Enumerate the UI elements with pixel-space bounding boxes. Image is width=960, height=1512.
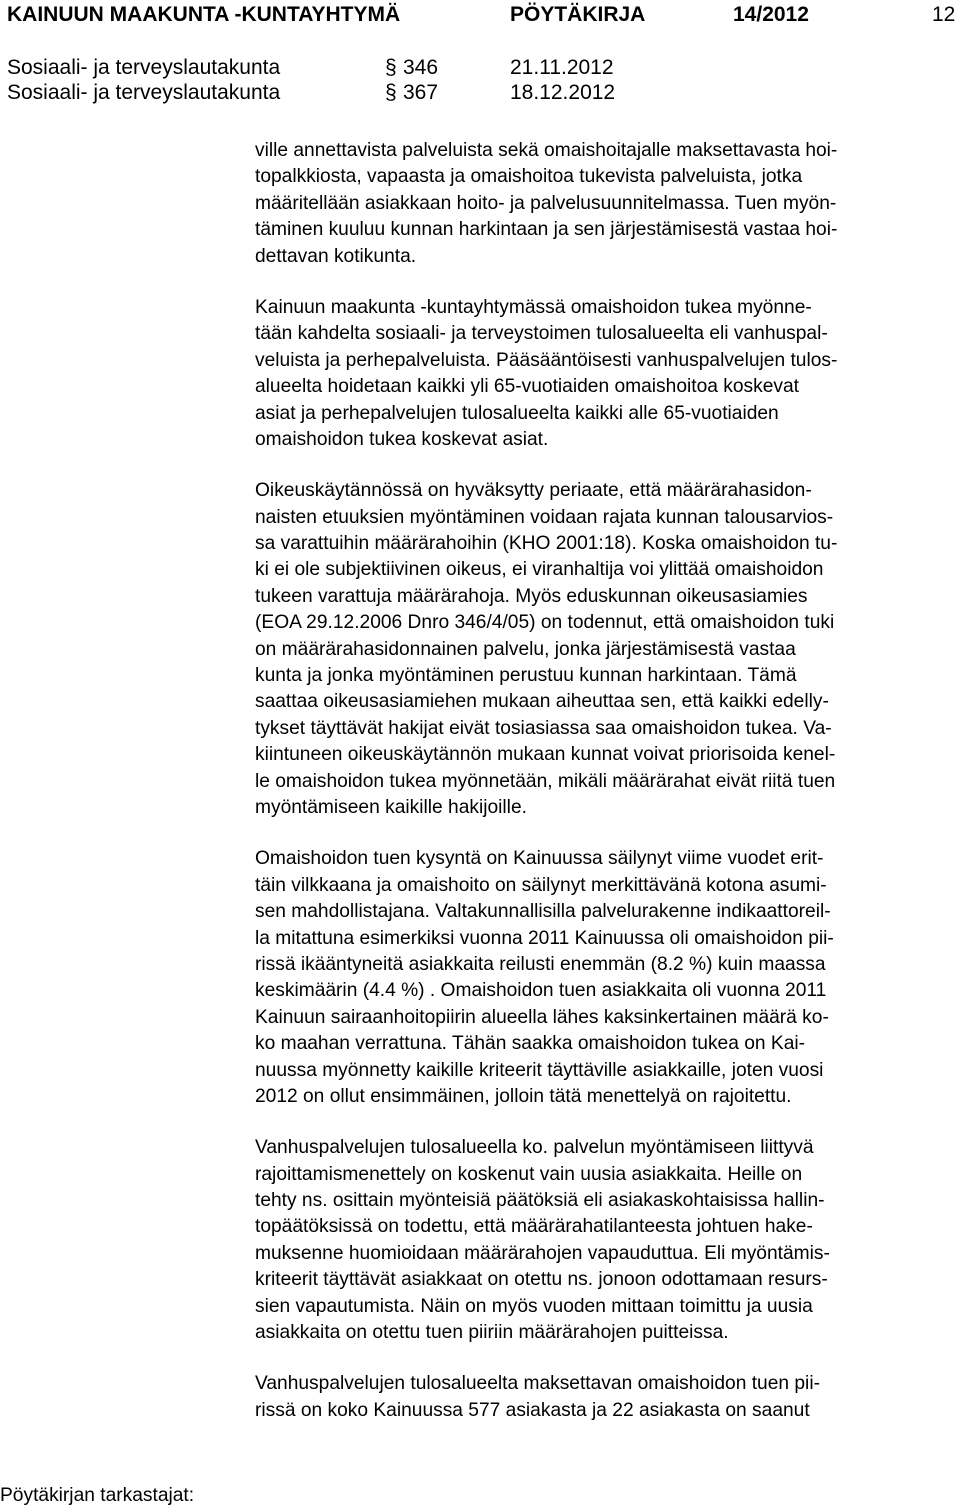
reference-committee: Sosiaali- ja terveyslautakunta <box>7 81 281 104</box>
text-line: topalkkiosta, vapaasta ja omaishoitoa tukevista palveluista, jotka <box>255 166 803 188</box>
paragraph <box>255 846 945 1110</box>
text-line: tukeen varattuja määrärahoja. Myös eduskunnan oikeusasiamies <box>255 585 808 607</box>
text-line: täminen kuuluu kunnan harkintaan ja sen järjestämisestä vastaa hoi- <box>255 219 838 241</box>
text-line: veluista ja perhepalveluista. Pääsääntöisesti vanhuspalvelujen tulos- <box>255 349 838 371</box>
paragraph <box>255 478 945 821</box>
page-number: 12 <box>932 3 956 26</box>
paragraph <box>255 295 945 453</box>
text-line: keskimäärin (4.4 %) . Omaishoidon tuen asiakkaita oli vuonna 2011 <box>255 980 827 1002</box>
text-line: tään kahdelta sosiaali- ja terveystoimen tulosalueelta eli vanhuspal- <box>255 323 828 345</box>
text-line: alueelta hoidetaan kaikki yli 65-vuotiaiden omaishoitoa koskevat <box>255 376 799 398</box>
text-line: muksenne huomioidaan määrärahojen vapauduttua. Eli myöntämis- <box>255 1242 830 1264</box>
reference-section: 346 <box>403 56 439 79</box>
text-line: rissä on koko Kainuussa 577 asiakasta ja 22 asiakasta on saanut <box>255 1399 810 1421</box>
text-line: le omaishoidon tukea myönnetään, mikäli määrärahat eivät riitä tuen <box>255 770 836 792</box>
text-line: Vanhuspalvelujen tulosalueelta maksettavan omaishoidon tuen pii- <box>255 1373 820 1395</box>
text-line: on määrärahasidonnainen palvelu, jonka järjestämisestä vastaa <box>255 638 796 660</box>
text-line: saattaa oikeusasiamiehen mukaan aiheuttaa sen, että kaikki edelly- <box>255 691 829 713</box>
reference-date: 21.11.2012 <box>510 56 614 79</box>
text-line: sien vapautumista. Näin on myös vuoden mittaan toimittu ja uusia <box>255 1295 813 1317</box>
text-line: (EOA 29.12.2006 Dnro 346/4/05) on todennut, että omaishoidon tuki <box>255 612 835 634</box>
paragraph <box>255 1371 945 1424</box>
organization-name: KAINUUN MAAKUNTA -KUNTAYHTYMÄ <box>7 3 401 26</box>
text-line: dettavan kotikunta. <box>255 245 417 267</box>
paragraph <box>255 138 945 270</box>
text-line: Omaishoidon tuen kysyntä on Kainuussa säilynyt viime vuodet erit- <box>255 848 824 870</box>
document-type: PÖYTÄKIRJA <box>510 3 646 26</box>
text-line: Kainuun maakunta -kuntayhtymässä omaishoidon tukea myönne- <box>255 296 812 318</box>
text-line: rissä ikääntyneitä asiakkaita reilusti enemmän (8.2 %) kuin maassa <box>255 953 826 975</box>
document-body <box>255 138 945 1449</box>
reference-section: 367 <box>403 81 439 104</box>
text-line: määritellään asiakkaan hoito- ja palvelusuunnitelmassa. Tuen myön- <box>255 192 837 214</box>
text-line: ville annettavista palveluista sekä omaishoitajalle maksettavasta hoi- <box>255 140 838 161</box>
text-line: Vanhuspalvelujen tulosalueella ko. palvelun myöntämiseen liittyvä <box>255 1137 814 1159</box>
text-line: la mitattuna esimerkiksi vuonna 2011 Kainuussa oli omaishoidon pii- <box>255 927 834 949</box>
section-mark: § <box>385 56 397 79</box>
signers-label: Pöytäkirjan tarkastajat: <box>0 1485 195 1506</box>
text-line: kriteerit täyttävät asiakkaat on otettu ns. jonoon odottamaan resurs- <box>255 1269 828 1291</box>
text-line: omaishoidon tukea koskevat asiat. <box>255 428 549 450</box>
text-line: kiintuneen oikeuskäytännön mukaan kunnat voivat priorisoida kenel- <box>255 744 836 766</box>
text-line: ki ei ole subjektiivinen oikeus, ei viranhaltija voi ylittää omaishoidon <box>255 559 824 581</box>
text-line: Oikeuskäytännössä on hyväksytty periaate, että määrärahasidon- <box>255 480 812 502</box>
text-line: kunta ja jonka myöntäminen perustuu kunnan harkintaan. Tämä <box>255 665 797 687</box>
section-mark: § <box>385 81 397 104</box>
reference-date: 18.12.2012 <box>510 81 616 104</box>
text-line: myöntämiseen kaikille hakijoille. <box>255 796 527 818</box>
text-line: tehty ns. osittain myönteisiä päätöksiä eli asiakaskohtaisissa hallin- <box>255 1190 825 1212</box>
text-line: topäätöksissä on todettu, että määrärahatilanteesta johtuen hake- <box>255 1216 813 1238</box>
text-line: asiat ja perhepalvelujen tulosalueelta kaikki alle 65-vuotiaiden <box>255 402 779 424</box>
text-line: tykset täyttävät hakijat eivät tosiasiassa saa omaishoidon tukea. Va- <box>255 717 832 739</box>
text-line: rajoittamismenettely on koskenut vain uusia asiakkaita. Heille on <box>255 1163 803 1185</box>
text-line: sa varattuihin määrärahoihin (KHO 2001:18). Koska omaishoidon tu- <box>255 533 838 555</box>
text-line: naisten etuuksien myöntäminen voidaan rajata kunnan talousarvios- <box>255 506 834 528</box>
text-line: asiakkaita on otettu tuen piiriin määrärahojen puitteissa. <box>255 1322 729 1344</box>
reference-committee: Sosiaali- ja terveyslautakunta <box>7 56 281 79</box>
text-line: ko maahan verrattuna. Tähän saakka omaishoidon tukea on Kai- <box>255 1033 806 1055</box>
text-line: Kainuun sairaanhoitopiirin alueella lähes kaksinkertainen määrä ko- <box>255 1006 829 1028</box>
text-line: nuussa myönnetty kaikille kriteerit täyttäville asiakkaille, joten vuosi <box>255 1059 824 1081</box>
text-line: 2012 on ollut ensimmäinen, jolloin tätä menettelyä on rajoitettu. <box>255 1085 792 1107</box>
text-line: sen mahdollistajana. Valtakunnallisilla palvelurakenne indikaattoreil- <box>255 901 831 923</box>
issue-number: 14/2012 <box>733 3 809 26</box>
paragraph <box>255 1135 945 1346</box>
text-line: täin vilkkaana ja omaishoito on säilynyt merkittävänä kotona asumi- <box>255 874 827 896</box>
